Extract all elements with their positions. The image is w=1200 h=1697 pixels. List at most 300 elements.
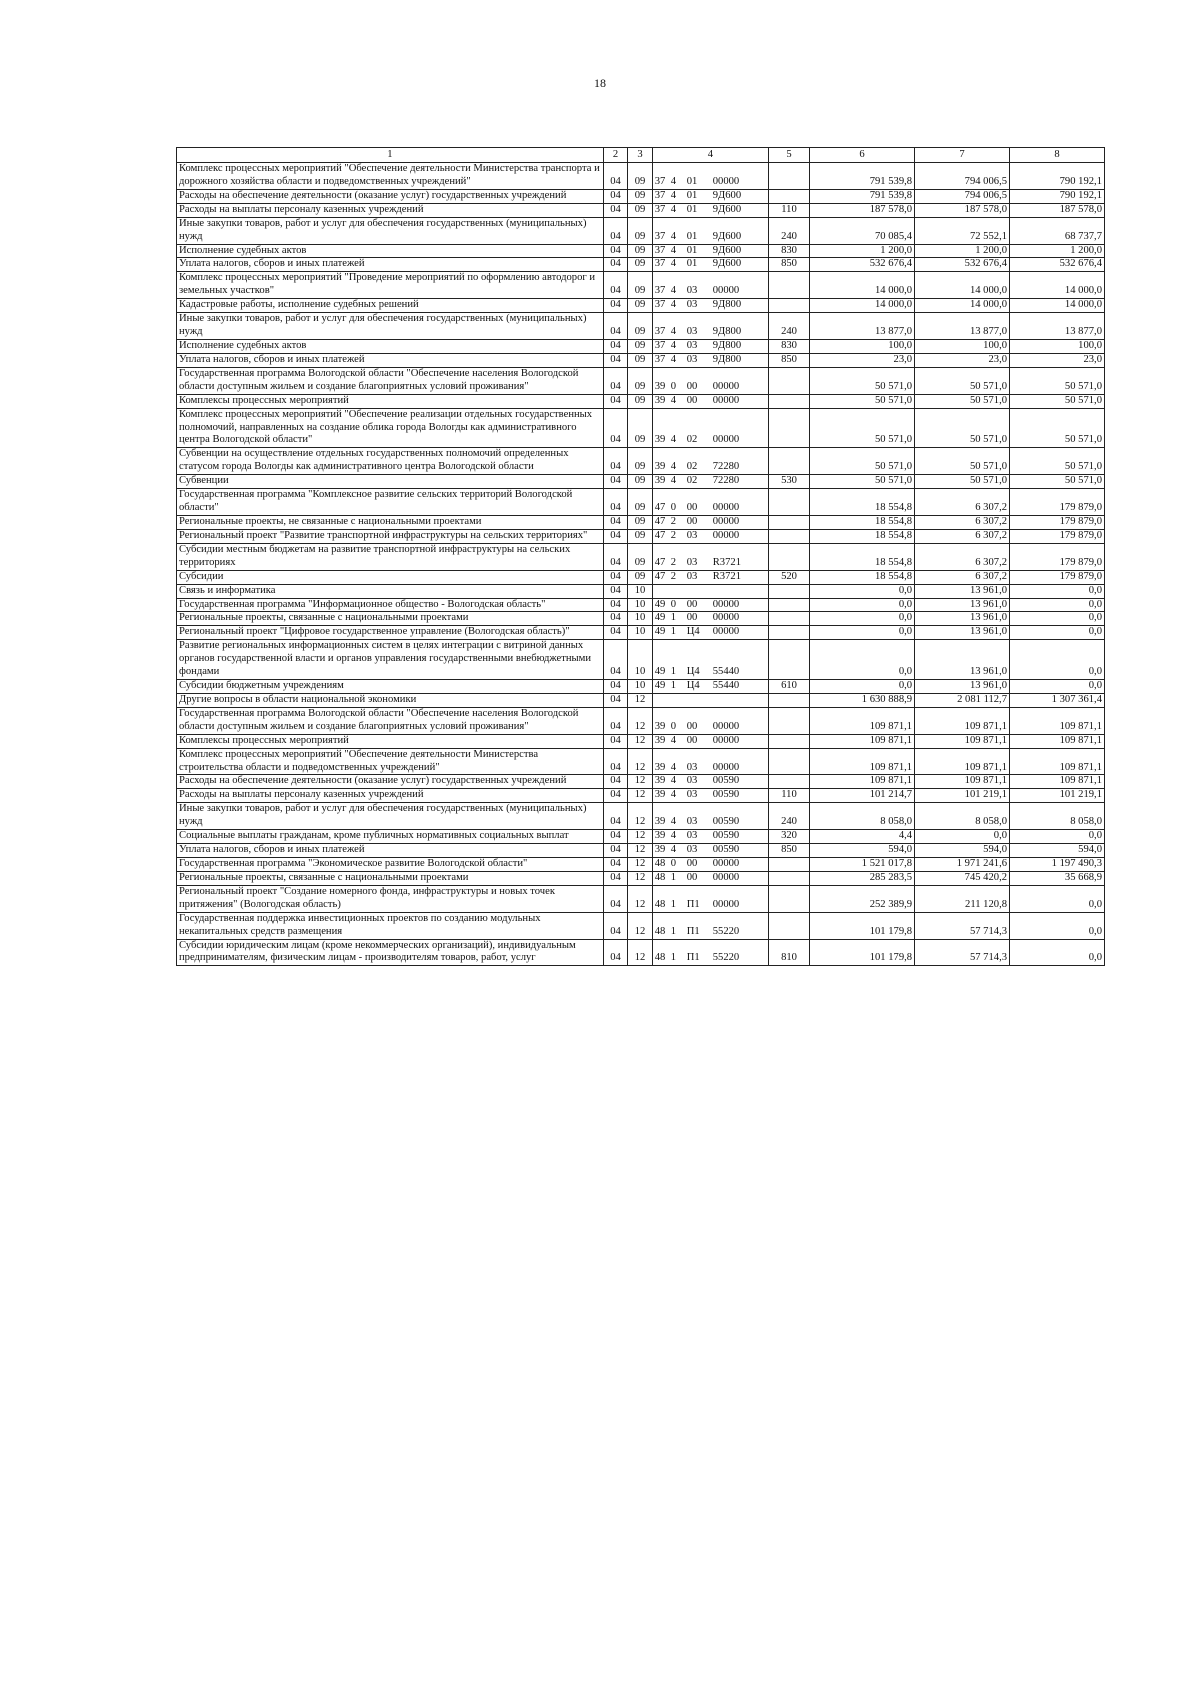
target-article-code — [652, 244, 768, 258]
table-row — [177, 203, 1105, 217]
target-code-part: 00000 — [712, 871, 740, 883]
subsection-code: 10 — [628, 626, 653, 640]
amount-col-7: 109 871,1 — [915, 734, 1010, 748]
target-code-part: 01 — [686, 175, 698, 187]
amount-col-7: 794 006,5 — [915, 163, 1010, 190]
target-code-part: 4 — [670, 189, 677, 201]
amount-col-7: 57 714,3 — [915, 939, 1010, 966]
amount-col-8: 790 192,1 — [1010, 189, 1105, 203]
target-code-part: R3721 — [712, 570, 741, 582]
target-code-part: 37 — [654, 175, 666, 187]
table-row — [177, 626, 1105, 640]
table-row — [177, 912, 1105, 939]
header-col-3: 3 — [628, 148, 653, 163]
table-row — [177, 775, 1105, 789]
amount-col-7: 13 961,0 — [915, 640, 1010, 680]
amount-col-6: 70 085,4 — [809, 217, 914, 244]
section-code: 04 — [603, 543, 628, 570]
subsection-code: 09 — [628, 189, 653, 203]
expense-type-code — [769, 775, 810, 789]
row-description: Государственная программа "Экономическое развитие Вологодской области" — [177, 858, 604, 872]
subsection-code: 09 — [628, 448, 653, 475]
amount-col-6: 109 871,1 — [809, 748, 914, 775]
subsection-code: 10 — [628, 640, 653, 680]
expense-type-code: 530 — [769, 475, 810, 489]
row-description: Субсидии — [177, 570, 604, 584]
amount-col-8: 532 676,4 — [1010, 258, 1105, 272]
table-row — [177, 189, 1105, 203]
amount-col-6: 791 539,8 — [809, 163, 914, 190]
amount-col-8: 0,0 — [1010, 612, 1105, 626]
row-description: Государственная программа Вологодской области "Обеспечение населения Вологодской области доступным жильем и создание благоприятных условий проживания" — [177, 707, 604, 734]
table-row — [177, 258, 1105, 272]
target-code-part: 39 — [654, 761, 666, 773]
table-row — [177, 515, 1105, 529]
row-description: Региональные проекты, связанные с национальными проектами — [177, 612, 604, 626]
table-row — [177, 640, 1105, 680]
target-code-part: 39 — [654, 830, 666, 842]
amount-col-7: 109 871,1 — [915, 748, 1010, 775]
amount-col-8: 179 879,0 — [1010, 489, 1105, 516]
amount-col-7: 50 571,0 — [915, 394, 1010, 408]
amount-col-7: 109 871,1 — [915, 707, 1010, 734]
amount-col-6: 109 871,1 — [809, 707, 914, 734]
target-code-part: 1 — [670, 680, 677, 692]
target-code-part: 03 — [686, 775, 698, 787]
target-article-code — [652, 448, 768, 475]
row-description: Иные закупки товаров, работ и услуг для обеспечения государственных (муниципальных) нужд — [177, 803, 604, 830]
target-code-part: 37 — [654, 285, 666, 297]
table-row — [177, 353, 1105, 367]
target-code-part: 1 — [670, 952, 677, 964]
target-article-code — [652, 885, 768, 912]
target-code-part: 49 — [654, 612, 666, 624]
table-row — [177, 489, 1105, 516]
target-code-part: 9Д800 — [712, 339, 742, 351]
table-row — [177, 830, 1105, 844]
target-article-code — [652, 584, 768, 598]
target-code-part: 39 — [654, 461, 666, 473]
target-code-part: 03 — [686, 353, 698, 365]
amount-col-6: 1 200,0 — [809, 244, 914, 258]
target-code-part: 4 — [670, 789, 677, 801]
amount-col-7: 14 000,0 — [915, 272, 1010, 299]
target-code-part: 0 — [670, 598, 677, 610]
subsection-code: 12 — [628, 693, 653, 707]
row-description: Уплата налогов, сборов и иных платежей — [177, 353, 604, 367]
page-number: 18 — [594, 76, 606, 90]
amount-col-6: 13 877,0 — [809, 313, 914, 340]
target-code-part: 00000 — [712, 858, 740, 870]
amount-col-7: 6 307,2 — [915, 543, 1010, 570]
expense-type-code — [769, 871, 810, 885]
amount-col-8: 101 219,1 — [1010, 789, 1105, 803]
amount-col-8: 0,0 — [1010, 584, 1105, 598]
target-code-part: 49 — [654, 680, 666, 692]
amount-col-8: 109 871,1 — [1010, 775, 1105, 789]
target-article-code — [652, 912, 768, 939]
target-article-code — [652, 707, 768, 734]
subsection-code: 10 — [628, 598, 653, 612]
amount-col-7: 13 961,0 — [915, 680, 1010, 694]
target-code-part: 4 — [670, 461, 677, 473]
amount-col-7: 13 961,0 — [915, 612, 1010, 626]
expense-type-code: 110 — [769, 203, 810, 217]
target-code-part: 48 — [654, 952, 666, 964]
target-article-code — [652, 748, 768, 775]
section-code: 04 — [603, 626, 628, 640]
table-row — [177, 939, 1105, 966]
table-row — [177, 734, 1105, 748]
target-code-part: 37 — [654, 189, 666, 201]
target-code-part: 9Д600 — [712, 258, 742, 270]
target-article-code — [652, 339, 768, 353]
section-code: 04 — [603, 448, 628, 475]
target-code-part: R3721 — [712, 556, 741, 568]
amount-col-8: 187 578,0 — [1010, 203, 1105, 217]
amount-col-7: 23,0 — [915, 353, 1010, 367]
target-article-code — [652, 394, 768, 408]
row-description: Иные закупки товаров, работ и услуг для обеспечения государственных (муниципальных) нужд — [177, 217, 604, 244]
target-code-part: 00 — [686, 598, 698, 610]
expense-type-code: 850 — [769, 844, 810, 858]
target-code-part: 9Д800 — [712, 299, 742, 311]
target-code-part: 4 — [670, 285, 677, 297]
section-code: 04 — [603, 515, 628, 529]
table-row — [177, 598, 1105, 612]
amount-col-6: 4,4 — [809, 830, 914, 844]
subsection-code: 12 — [628, 912, 653, 939]
section-code: 04 — [603, 775, 628, 789]
target-article-code — [652, 626, 768, 640]
target-code-part: 4 — [670, 775, 677, 787]
amount-col-7: 6 307,2 — [915, 515, 1010, 529]
amount-col-6: 109 871,1 — [809, 734, 914, 748]
target-article-code — [652, 830, 768, 844]
header-row — [177, 148, 1105, 163]
amount-col-6: 0,0 — [809, 612, 914, 626]
target-code-part: 02 — [686, 461, 698, 473]
amount-col-6: 18 554,8 — [809, 489, 914, 516]
amount-col-6: 8 058,0 — [809, 803, 914, 830]
expense-type-code — [769, 489, 810, 516]
target-code-part: 39 — [654, 734, 666, 746]
subsection-code: 10 — [628, 612, 653, 626]
amount-col-8: 14 000,0 — [1010, 299, 1105, 313]
target-article-code — [652, 313, 768, 340]
target-code-part: 0 — [670, 720, 677, 732]
amount-col-8: 0,0 — [1010, 640, 1105, 680]
target-code-part: 4 — [670, 844, 677, 856]
table-row — [177, 339, 1105, 353]
target-code-part: 02 — [686, 434, 698, 446]
row-description: Субсидии юридическим лицам (кроме некоммерческих организаций), индивидуальным предпринимателям, физическим лицам - производителям товаров, работ, услуг — [177, 939, 604, 966]
expense-type-code — [769, 189, 810, 203]
row-description: Государственная программа Вологодской области "Обеспечение населения Вологодской области доступным жильем и создание благоприятных условий проживания" — [177, 367, 604, 394]
section-code: 04 — [603, 258, 628, 272]
target-code-part: 37 — [654, 258, 666, 270]
target-code-part: 00000 — [712, 598, 740, 610]
subsection-code: 09 — [628, 353, 653, 367]
row-description: Комплекс процессных мероприятий "Обеспечение реализации отдельных государственных полномочий, направленных на создание облика города Вологды как административного центра Вологодской области" — [177, 408, 604, 448]
amount-col-8: 50 571,0 — [1010, 408, 1105, 448]
row-description: Расходы на обеспечение деятельности (оказание услуг) государственных учреждений — [177, 189, 604, 203]
amount-col-7: 6 307,2 — [915, 489, 1010, 516]
amount-col-6: 101 179,8 — [809, 912, 914, 939]
expense-type-code: 520 — [769, 570, 810, 584]
section-code: 04 — [603, 693, 628, 707]
amount-col-8: 35 668,9 — [1010, 871, 1105, 885]
amount-col-7: 72 552,1 — [915, 217, 1010, 244]
target-code-part: 00000 — [712, 515, 740, 527]
header-col-7: 7 — [915, 148, 1010, 163]
header-col-5: 5 — [769, 148, 810, 163]
table-row — [177, 803, 1105, 830]
target-code-part: 39 — [654, 434, 666, 446]
target-code-part: 03 — [686, 339, 698, 351]
table-row — [177, 584, 1105, 598]
budget-table-container — [176, 147, 1105, 966]
target-code-part: 9Д800 — [712, 326, 742, 338]
expense-type-code — [769, 448, 810, 475]
target-code-part: 39 — [654, 816, 666, 828]
table-row — [177, 858, 1105, 872]
table-row — [177, 163, 1105, 190]
amount-col-6: 50 571,0 — [809, 448, 914, 475]
target-code-part: 4 — [670, 734, 677, 746]
section-code: 04 — [603, 871, 628, 885]
target-article-code — [652, 570, 768, 584]
target-article-code — [652, 612, 768, 626]
amount-col-8: 109 871,1 — [1010, 734, 1105, 748]
section-code: 04 — [603, 830, 628, 844]
target-code-part: 01 — [686, 230, 698, 242]
section-code: 04 — [603, 529, 628, 543]
target-code-part: 37 — [654, 230, 666, 242]
expense-type-code — [769, 626, 810, 640]
target-code-part: 9Д600 — [712, 244, 742, 256]
amount-col-8: 50 571,0 — [1010, 475, 1105, 489]
target-code-part: 03 — [686, 789, 698, 801]
table-row — [177, 408, 1105, 448]
expense-type-code — [769, 408, 810, 448]
amount-col-7: 211 120,8 — [915, 885, 1010, 912]
subsection-code: 09 — [628, 515, 653, 529]
header-col-6: 6 — [809, 148, 914, 163]
amount-col-7: 50 571,0 — [915, 408, 1010, 448]
target-article-code — [652, 803, 768, 830]
row-description: Субсидии бюджетным учреждениям — [177, 680, 604, 694]
target-code-part: 9Д600 — [712, 203, 742, 215]
section-code: 04 — [603, 939, 628, 966]
row-description: Субвенции на осуществление отдельных государственных полномочий определенных статусом города Вологды как административного центра Вологодской области — [177, 448, 604, 475]
amount-col-8: 790 192,1 — [1010, 163, 1105, 190]
subsection-code: 12 — [628, 871, 653, 885]
row-description: Комплекс процессных мероприятий "Обеспечение деятельности Министерства транспорта и дорожного хозяйства области и подведомственных учреждений" — [177, 163, 604, 190]
section-code: 04 — [603, 885, 628, 912]
target-code-part: 00000 — [712, 434, 740, 446]
target-code-part: 00000 — [712, 734, 740, 746]
subsection-code: 09 — [628, 339, 653, 353]
target-article-code — [652, 680, 768, 694]
section-code: 04 — [603, 789, 628, 803]
row-description: Уплата налогов, сборов и иных платежей — [177, 844, 604, 858]
expense-type-code: 850 — [769, 353, 810, 367]
amount-col-6: 0,0 — [809, 598, 914, 612]
expense-type-code: 110 — [769, 789, 810, 803]
amount-col-7: 1 971 241,6 — [915, 858, 1010, 872]
table-row — [177, 693, 1105, 707]
expense-type-code — [769, 912, 810, 939]
subsection-code: 12 — [628, 734, 653, 748]
target-article-code — [652, 844, 768, 858]
target-code-part: 00 — [686, 734, 698, 746]
target-code-part: 1 — [670, 898, 677, 910]
amount-col-6: 1 521 017,8 — [809, 858, 914, 872]
expense-type-code — [769, 543, 810, 570]
target-code-part: 1 — [670, 666, 677, 678]
target-code-part: 02 — [686, 475, 698, 487]
amount-col-8: 14 000,0 — [1010, 272, 1105, 299]
target-code-part: 48 — [654, 858, 666, 870]
target-code-part: 01 — [686, 258, 698, 270]
target-code-part: 48 — [654, 871, 666, 883]
table-row — [177, 543, 1105, 570]
table-row — [177, 272, 1105, 299]
amount-col-6: 50 571,0 — [809, 475, 914, 489]
target-code-part: 01 — [686, 189, 698, 201]
expense-type-code: 240 — [769, 313, 810, 340]
section-code: 04 — [603, 367, 628, 394]
target-code-part: 4 — [670, 326, 677, 338]
target-article-code — [652, 489, 768, 516]
target-code-part: 00590 — [712, 789, 740, 801]
expense-type-code — [769, 598, 810, 612]
expense-type-code — [769, 707, 810, 734]
table-row — [177, 844, 1105, 858]
section-code: 04 — [603, 475, 628, 489]
subsection-code: 09 — [628, 217, 653, 244]
target-code-part: 00590 — [712, 844, 740, 856]
target-code-part: 48 — [654, 898, 666, 910]
expense-type-code — [769, 584, 810, 598]
row-description: Государственная поддержка инвестиционных проектов по созданию модульных некапитальных средств размещения — [177, 912, 604, 939]
target-article-code — [652, 258, 768, 272]
target-code-part: 2 — [670, 556, 677, 568]
section-code: 04 — [603, 272, 628, 299]
subsection-code: 09 — [628, 203, 653, 217]
target-code-part: 1 — [670, 871, 677, 883]
amount-col-8: 109 871,1 — [1010, 707, 1105, 734]
target-code-part: 03 — [686, 326, 698, 338]
amount-col-7: 13 961,0 — [915, 598, 1010, 612]
section-code: 04 — [603, 858, 628, 872]
target-article-code — [652, 272, 768, 299]
amount-col-8: 0,0 — [1010, 598, 1105, 612]
target-article-code — [652, 543, 768, 570]
table-row — [177, 748, 1105, 775]
table-row — [177, 707, 1105, 734]
target-code-part: 4 — [670, 258, 677, 270]
expense-type-code: 850 — [769, 258, 810, 272]
amount-col-6: 532 676,4 — [809, 258, 914, 272]
section-code: 04 — [603, 707, 628, 734]
target-code-part: 00 — [686, 394, 698, 406]
amount-col-8: 0,0 — [1010, 830, 1105, 844]
amount-col-8: 179 879,0 — [1010, 543, 1105, 570]
amount-col-8: 8 058,0 — [1010, 803, 1105, 830]
subsection-code: 12 — [628, 775, 653, 789]
target-code-part: 49 — [654, 598, 666, 610]
subsection-code: 09 — [628, 543, 653, 570]
table-row — [177, 570, 1105, 584]
amount-col-8: 594,0 — [1010, 844, 1105, 858]
subsection-code: 12 — [628, 748, 653, 775]
section-code: 04 — [603, 748, 628, 775]
row-description: Региональные проекты, не связанные с национальными проектами — [177, 515, 604, 529]
target-code-part: 47 — [654, 529, 666, 541]
subsection-code: 10 — [628, 680, 653, 694]
target-article-code — [652, 789, 768, 803]
amount-col-7: 100,0 — [915, 339, 1010, 353]
table-row — [177, 612, 1105, 626]
row-description: Связь и информатика — [177, 584, 604, 598]
target-code-part: 00 — [686, 380, 698, 392]
amount-col-6: 187 578,0 — [809, 203, 914, 217]
expense-type-code — [769, 529, 810, 543]
amount-col-7: 13 961,0 — [915, 584, 1010, 598]
amount-col-6: 594,0 — [809, 844, 914, 858]
target-code-part: 00000 — [712, 502, 740, 514]
target-code-part: 47 — [654, 502, 666, 514]
table-row — [177, 367, 1105, 394]
subsection-code: 12 — [628, 789, 653, 803]
amount-col-7: 532 676,4 — [915, 258, 1010, 272]
row-description: Субсидии местным бюджетам на развитие транспортной инфраструктуры на сельских территориях — [177, 543, 604, 570]
amount-col-7: 2 081 112,7 — [915, 693, 1010, 707]
section-code: 04 — [603, 299, 628, 313]
row-description: Региональный проект "Цифровое государственное управление (Вологодская область)" — [177, 626, 604, 640]
expense-type-code — [769, 612, 810, 626]
target-code-part: 00590 — [712, 775, 740, 787]
section-code: 04 — [603, 217, 628, 244]
row-description: Комплекс процессных мероприятий "Проведение мероприятий по оформлению автодорог и земельных участков" — [177, 272, 604, 299]
expense-type-code: 240 — [769, 803, 810, 830]
target-article-code — [652, 163, 768, 190]
row-description: Другие вопросы в области национальной экономики — [177, 693, 604, 707]
amount-col-6: 18 554,8 — [809, 515, 914, 529]
target-code-part: 03 — [686, 556, 698, 568]
section-code: 04 — [603, 640, 628, 680]
section-code: 04 — [603, 734, 628, 748]
amount-col-8: 179 879,0 — [1010, 529, 1105, 543]
table-row — [177, 448, 1105, 475]
target-code-part: 55220 — [712, 952, 740, 964]
target-code-part: 2 — [670, 515, 677, 527]
target-code-part: 48 — [654, 925, 666, 937]
target-code-part: 4 — [670, 299, 677, 311]
target-code-part: Ц4 — [686, 626, 700, 638]
row-description: Расходы на выплаты персоналу казенных учреждений — [177, 789, 604, 803]
amount-col-7: 109 871,1 — [915, 775, 1010, 789]
row-description: Иные закупки товаров, работ и услуг для обеспечения государственных (муниципальных) нужд — [177, 313, 604, 340]
target-article-code — [652, 217, 768, 244]
target-code-part: 4 — [670, 394, 677, 406]
target-article-code — [652, 353, 768, 367]
expense-type-code — [769, 299, 810, 313]
row-description: Кадастровые работы, исполнение судебных решений — [177, 299, 604, 313]
target-code-part: 47 — [654, 556, 666, 568]
